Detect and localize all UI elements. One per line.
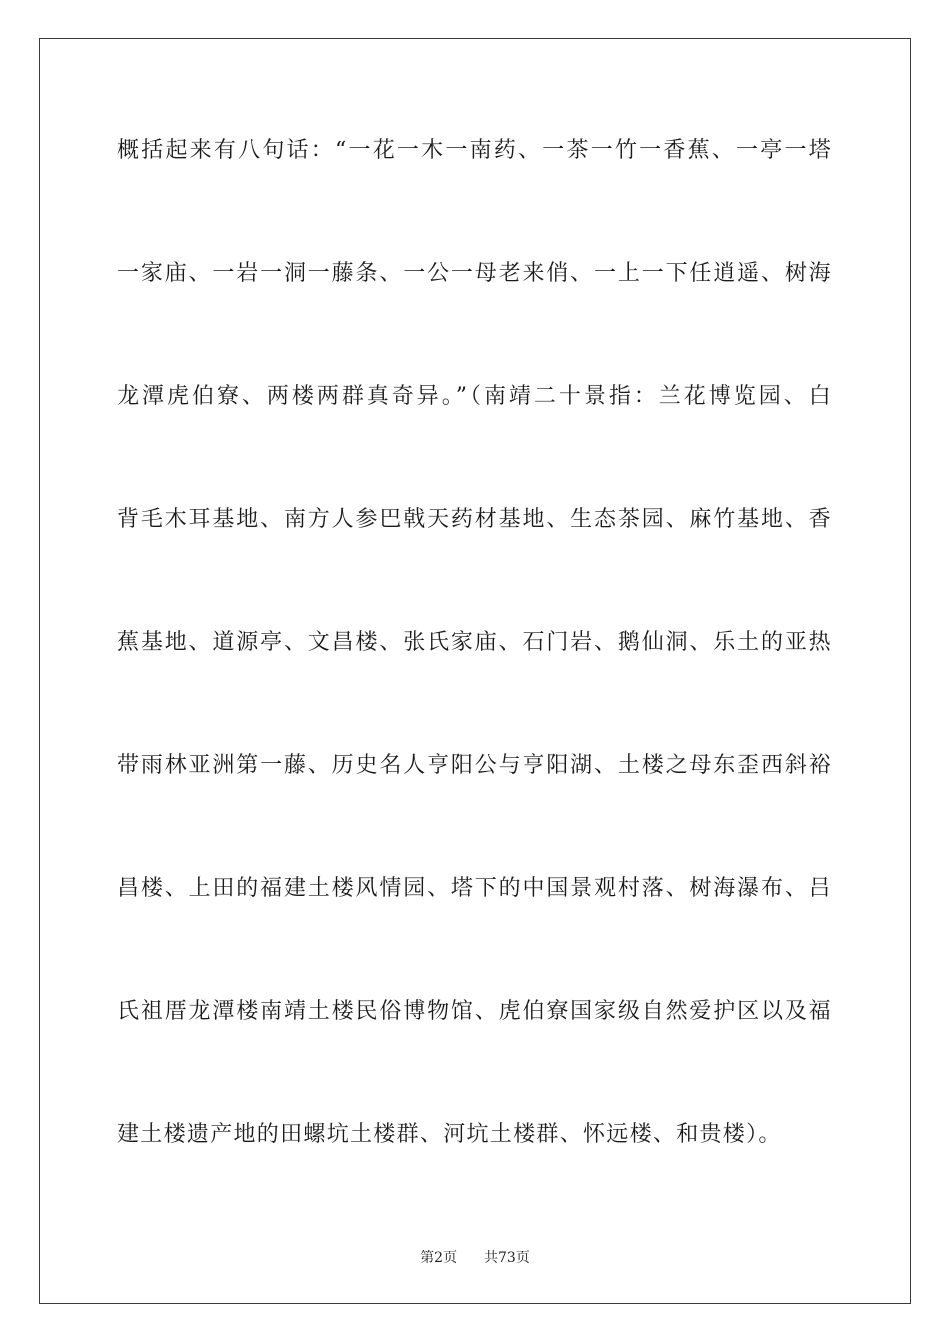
text-line: 概括起来有八句话：“一花一木一南药、一茶一竹一香蕉、一亭一塔 <box>117 138 832 163</box>
page-footer <box>0 1247 950 1267</box>
document-body <box>117 130 832 1156</box>
text-line: 一家庙、一岩一洞一藤条、一公一母老来俏、一上一下任逍遥、树海 <box>117 261 832 286</box>
text-line: 龙潭虎伯寮、两楼两群真奇异。”（南靖二十景指：兰花博览园、白 <box>117 384 832 409</box>
text-line: 建土楼遗产地的田螺坑土楼群、河坑土楼群、怀远楼、和贵楼）。 <box>117 1122 782 1147</box>
text-line: 昌楼、上田的福建土楼风情园、塔下的中国景观村落、树海瀑布、吕 <box>117 876 832 901</box>
text-line: 蕉基地、道源亭、文昌楼、张氏家庙、石门岩、鹅仙洞、乐土的亚热 <box>117 630 832 655</box>
text-line: 氏祖厝龙潭楼南靖土楼民俗博物馆、虎伯寮国家级自然爱护区以及福 <box>117 999 832 1024</box>
text-line: 背毛木耳基地、南方人参巴戟天药材基地、生态茶园、麻竹基地、香 <box>117 507 832 532</box>
page-number: 第2页 <box>420 1250 458 1266</box>
page-total: 共73页 <box>484 1250 530 1266</box>
text-line: 带雨林亚洲第一藤、历史名人亨阳公与亨阳湖、土楼之母东歪西斜裕 <box>117 753 832 778</box>
